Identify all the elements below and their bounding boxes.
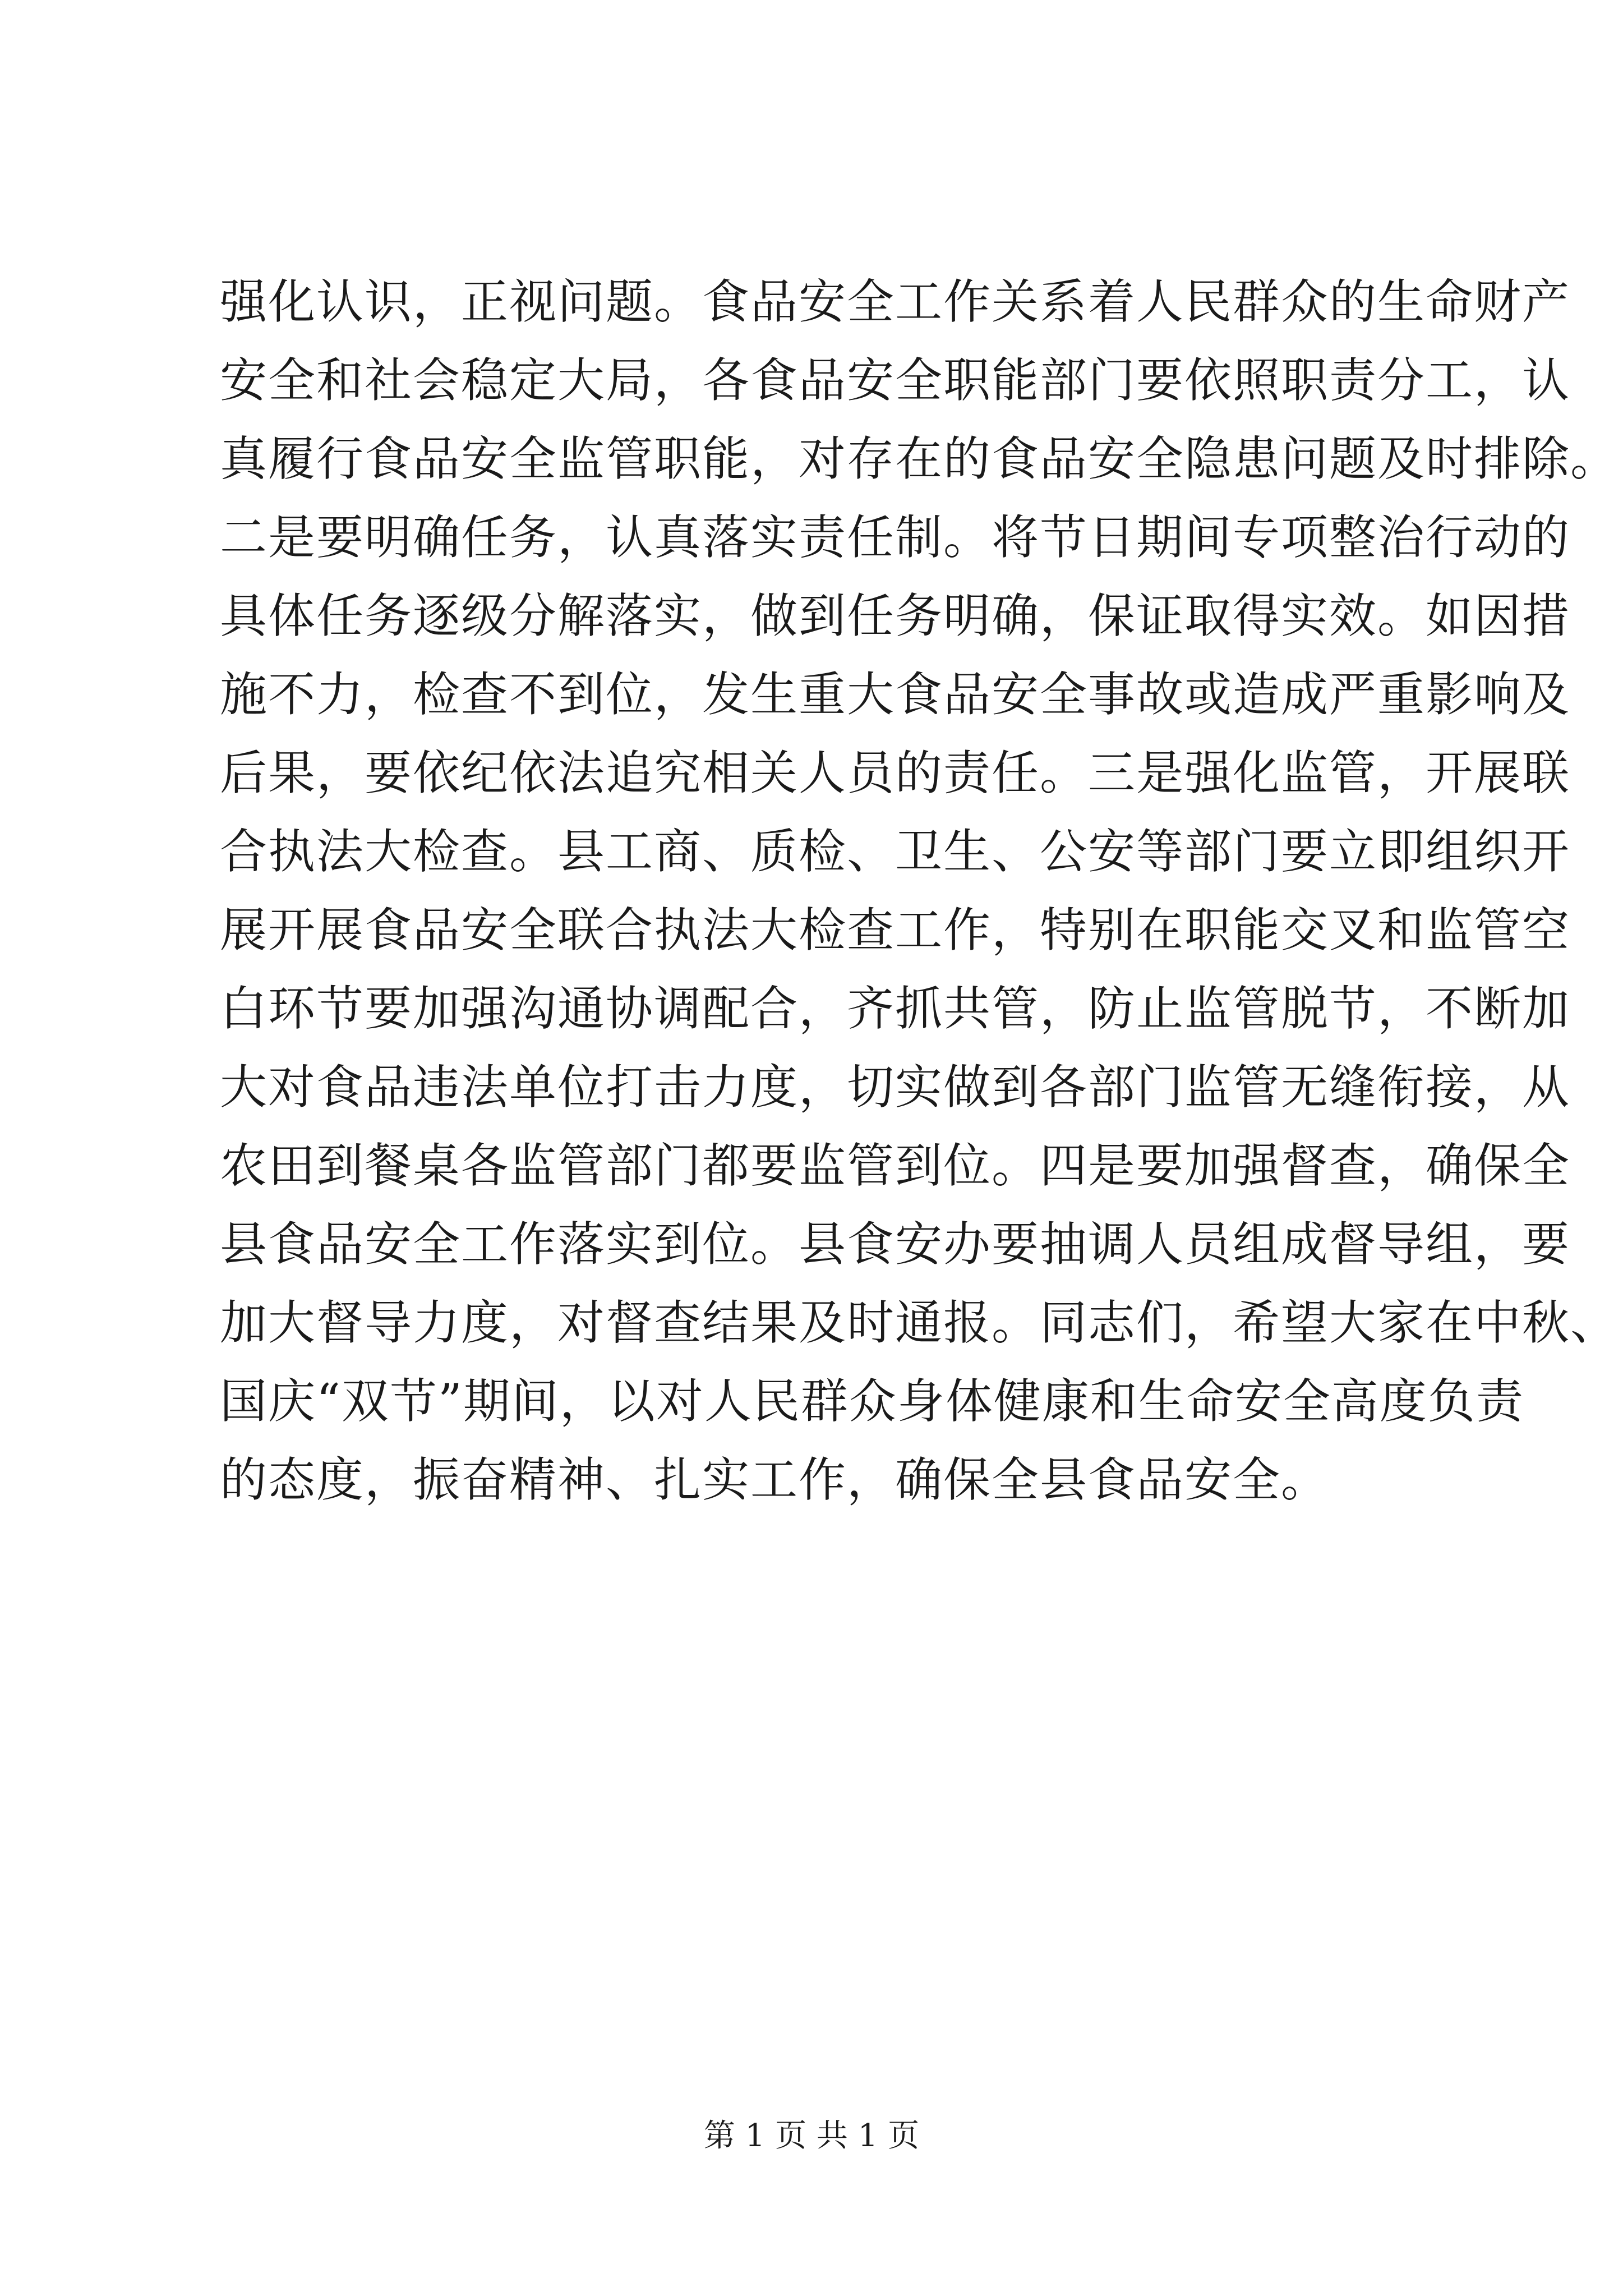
text-line: 加大督导力度，对督查结果及时通报。同志们，希望大家在中秋、 <box>220 1295 1619 1350</box>
text-line: 二是要明确任务，认真落实责任制。将节日期间专项整治行动的 <box>220 510 1571 565</box>
text-line: 具体任务逐级分解落实，做到任务明确，保证取得实效。如因措 <box>220 588 1571 643</box>
text-line: 施不力，检查不到位，发生重大食品安全事故或造成严重影响及 <box>220 667 1571 722</box>
body-paragraph <box>220 263 1619 1519</box>
page-number-footer: 第 1 页 共 1 页 <box>703 2118 920 2154</box>
text-line: 白环节要加强沟通协调配合，齐抓共管，防止监管脱节，不断加 <box>220 981 1571 1036</box>
text-line: 县食品安全工作落实到位。县食安办要抽调人员组成督导组，要 <box>220 1217 1571 1272</box>
text-line: 农田到餐桌各监管部门都要监管到位。四是要加强督查，确保全 <box>220 1138 1571 1193</box>
text-line: 的态度，振奋精神、扎实工作，确保全县食品安全。 <box>220 1452 1330 1507</box>
text-line: 后果，要依纪依法追究相关人员的责任。三是强化监管，开展联 <box>220 746 1571 800</box>
text-line: 展开展食品安全联合执法大检查工作，特别在职能交叉和监管空 <box>220 903 1571 958</box>
text-line: 真履行食品安全监管职能，对存在的食品安全隐患问题及时排除。 <box>220 431 1619 486</box>
text-line: 大对食品违法单位打击力度，切实做到各部门监管无缝衔接，从 <box>220 1060 1571 1115</box>
text-line: 国庆“双节”期间，以对人民群众身体健康和生命安全高度负责 <box>220 1374 1524 1429</box>
text-line: 强化认识，正视问题。食品安全工作关系着人民群众的生命财产 <box>220 274 1571 329</box>
text-line: 合执法大检查。县工商、质检、卫生、公安等部门要立即组织开 <box>220 824 1571 879</box>
text-line: 安全和社会稳定大局，各食品安全职能部门要依照职责分工，认 <box>220 353 1571 408</box>
